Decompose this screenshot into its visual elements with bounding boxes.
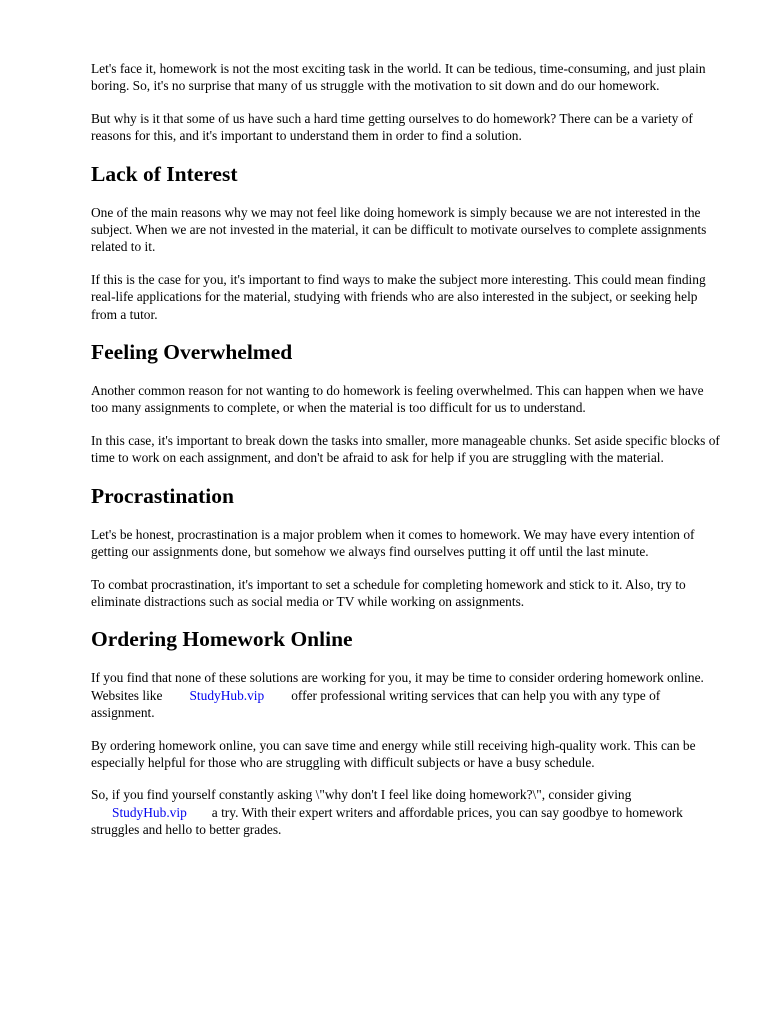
intro-paragraph-2: But why is it that some of us have such a hard time getting ourselves to do homework? There can be a variety of reasons for this, and it's important to understand them in order to find a solution. [91,110,693,144]
procrastination-paragraph-2: To combat procrastination, it's important to set a schedule for completing homework and stick to it. Also, try to eliminate distractions such as social media or TV while working on assignments. [91,576,686,609]
lack-of-interest-paragraph-2: If this is the case for you, it's important to find ways to make the subject more interesting. This could mean finding real-life applications for the material, studying with friends who are also interested in the subject, or seeking help from a tutor. [91,271,706,322]
intro-paragraph-1: Let's face it, homework is not the most exciting task in the world. It can be tedious, time-consuming, and just plain boring. So, it's no surprise that many of us struggle with the motivation to sit down and do our homework. [91,61,706,94]
ordering-paragraph-2: By ordering homework online, you can save time and energy while still receiving high-quality work. This can be especially helpful for those who are struggling with difficult subjects or have a busy schedule. [91,737,696,770]
lack-of-interest-paragraph-1: One of the main reasons why we may not feel like doing homework is simply because we are not interested in the subject. When we are not invested in the material, it can be difficult to motivate ourselves to complete assignments related to it. [91,204,707,255]
heading-procrastination: Procrastination [91,483,234,508]
ordering-paragraph-3 [91,786,723,838]
ordering-paragraph-1 [91,669,723,721]
studyhub-link-1[interactable]: StudyHub.vip [189,687,265,703]
ordering-paragraph-1-text-after: offer professional writing services that can help you with any type of assignment. [91,687,661,721]
feeling-overwhelmed-paragraph-1: Another common reason for not wanting to do homework is feeling overwhelmed. This can happen when we have too many assignments to complete, or when the material is too difficult for us to understand. [91,383,704,416]
ordering-paragraph-1-text-before: If you find that none of these solutions are working for you, it may be time to consider ordering homework online. Websites like [91,670,704,703]
procrastination-paragraph-1: Let's be honest, procrastination is a major problem when it comes to homework. We may have every intention of getting our assignments done, but somehow we always find ourselves putting it off until the last minute. [91,526,695,560]
feeling-overwhelmed-paragraph-2: In this case, it's important to break down the tasks into smaller, more manageable chunks. Set aside specific blocks of time to work on each assignment, and don't be afraid to ask for help if you are struggling with the material. [91,432,720,466]
ordering-paragraph-3-text-before: So, if you find yourself constantly asking \"why don't I feel like doing homework?\", consider giving [91,787,632,803]
ordering-paragraph-3-text-after: a try. With their expert writers and affordable prices, you can say goodbye to homework struggles and hello to better grades. [91,804,683,838]
article-body [91,60,723,854]
heading-ordering-homework-online: Ordering Homework Online [91,627,353,652]
heading-feeling-overwhelmed: Feeling Overwhelmed [91,340,293,365]
heading-lack-of-interest: Lack of Interest [91,161,238,186]
studyhub-link-2[interactable]: StudyHub.vip [112,804,187,820]
